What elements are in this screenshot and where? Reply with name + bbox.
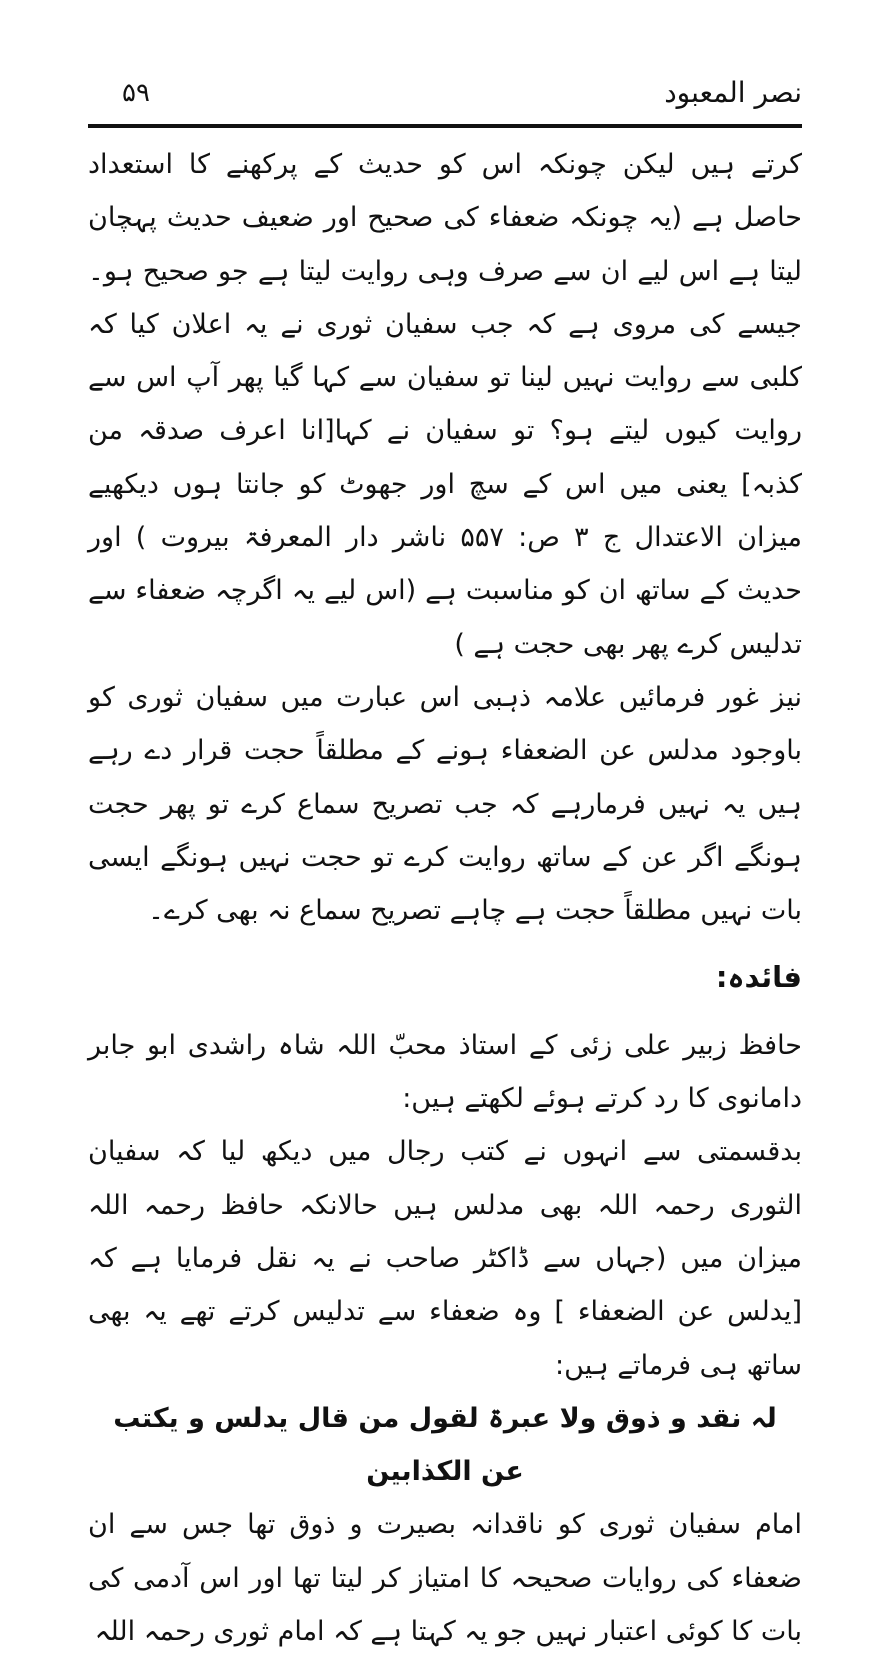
paragraph-rashidi-quote: بدقسمتی سے انہوں نے کتب رجال میں دیکھ لیا کہ سفیان الثوری رحمہ اللہ بھی مدلس ہیں حالانکہ حافظ رحمہ اللہ میزان میں (جہاں سے ڈاکٹر صاحب نے یہ نقل فرمایا ہے کہ [یدلس عن الضعفاء ] وہ ضعفاء سے تدلیس کرتے تھے یہ بھی ساتھ ہی فرماتے ہیں: (88, 1136, 802, 1381)
section-heading-faida: فائدہ: (715, 960, 802, 995)
page-number: ۵۹ (122, 78, 150, 108)
page-header (88, 72, 802, 118)
paragraph-hadith-criticism: کرتے ہیں لیکن چونکہ اس کو حدیث کے پرکھنے کا استعداد حاصل ہے (یہ چونکہ ضعفاء کی صحیح اور ضعیف حدیث پہچان لیتا ہے اس لیے ان سے صرف وہی روایت لیتا ہے جو صحیح ہو۔ جیسے کی مروی ہے کہ جب سفیان ثوری نے یہ اعلان کیا کہ کلبی سے روایت نہیں لینا تو سفیان سے کہا گیا پھر آپ اس سے روایت کیوں لیتے ہو؟ تو سفیان نے کہا[انا اعرف صدقہ من کذبہ] یعنی میں اس کے سچ اور جھوٹ کو جانتا ہوں دیکھیے میزان الاعتدال ج ۳ ص: ۵۵۷ ناشر دار المعرفۃ بیروت ) اور حدیث کے ساتھ ان کو مناسبت ہے (اس لیے یہ اگرچہ ضعفاء سے تدلیس کرے پھر بھی حجت ہے ) (88, 149, 803, 660)
paragraph-translation: امام سفیان ثوری کو ناقدانہ بصیرت و ذوق تھا جس سے ان ضعفاء کی روایات صحیحہ کا امتیاز کر لیتا تھا اور اس آدمی کی بات کا کوئی اعتبار نہیں جو یہ کہتا ہے کہ امام ثوری رحمہ اللہ (88, 1509, 802, 1648)
book-title: نصر المعبود (664, 76, 802, 109)
paragraph-dhahabi-note: نیز غور فرمائیں علامہ ذہبی اس عبارت میں سفیان ثوری کو باوجود مدلس عن الضعفاء ہونے کے مطلقاً حجت قرار دے رہے ہیں یہ نہیں فرمارہے کہ جب تصریح سماع کرے تو پھر حجت ہونگے اگر عن کے ساتھ روایت کرے تو حجت نہیں ہونگے ایسی بات نہیں مطلقاً حجت ہے چاہے تصریح سماع نہ بھی کرے۔ (88, 681, 802, 927)
header-rule (88, 124, 802, 128)
paragraph-rashidi-intro: حافظ زبیر علی زئی کے استاذ محبّ اللہ شاہ راشدی ابو جابر دامانوی کا رد کرتے ہوئے لکھتے ہیں: (88, 1029, 802, 1115)
page-body (88, 138, 802, 1658)
arabic-quotation: لہ نقد و ذوق ولا عبرۃ لقول من قال یدلس و یکتب عن الکذابین (113, 1402, 777, 1488)
